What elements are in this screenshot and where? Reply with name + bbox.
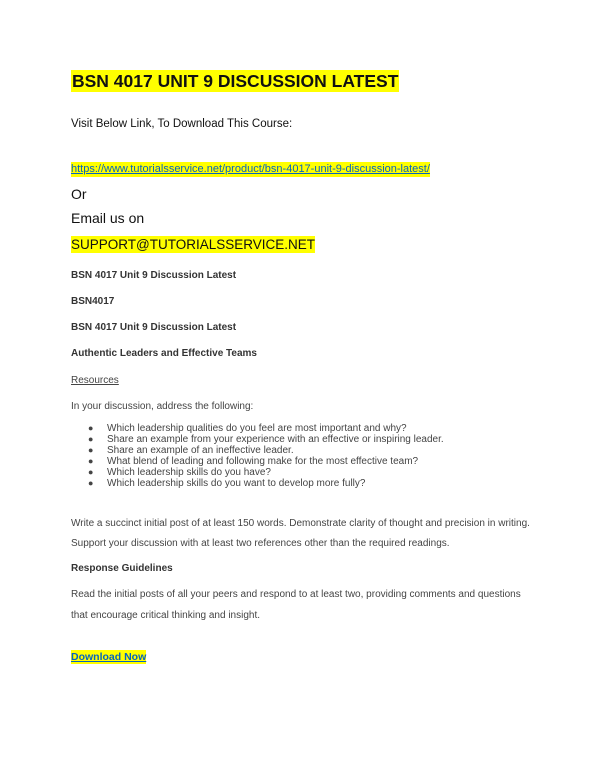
topic-heading: Authentic Leaders and Effective Teams [71,348,257,359]
visit-instruction: Visit Below Link, To Download This Course: [71,118,293,130]
discussion-bullet-list [88,423,444,489]
list-item-text: Share an example of an ineffective leader. [107,445,294,456]
discussion-intro: In your discussion, address the following: [71,401,254,412]
list-item [88,434,444,445]
list-item [88,478,444,489]
or-text: Or [71,186,87,202]
list-item [88,445,444,456]
support-email[interactable]: SUPPORT@TUTORIALSSERVICE.NET [71,237,316,252]
paragraph-2-line-1: Read the initial posts of all your peers and respond to at least two, providing comments and questions [71,589,521,600]
list-item [88,423,444,434]
resources-link[interactable]: Resources [71,375,119,386]
page-title: BSN 4017 UNIT 9 DISCUSSION LATEST [72,71,399,91]
email-us-text: Email us on [71,210,145,226]
bullet-icon: ● [88,478,94,488]
course-link[interactable]: https://www.tutorialsservice.net/product/bsn-4017-unit-9-discussion-latest/ [71,163,430,175]
list-item-text: Which leadership skills do you want to develop more fully? [107,478,366,489]
bullet-icon: ● [88,467,94,477]
list-item-text: Which leadership qualities do you feel are most important and why? [107,423,407,434]
list-item-text: What blend of leading and following make for the most effective team? [107,456,419,467]
list-item-text: Which leadership skills do you have? [107,467,271,478]
heading-2: BSN 4017 Unit 9 Discussion Latest [71,322,237,333]
response-guidelines-heading: Response Guidelines [71,563,173,574]
bullet-icon: ● [88,445,94,455]
paragraph-1-line-2: Support your discussion with at least two references other than the required readings. [71,538,450,549]
bullet-icon: ● [88,423,94,433]
list-item [88,456,444,467]
bullet-icon: ● [88,434,94,444]
heading-1: BSN 4017 Unit 9 Discussion Latest [71,270,237,281]
course-code: BSN4017 [71,296,115,307]
list-item-text: Share an example from your experience with an effective or inspiring leader. [107,434,444,445]
download-now-link[interactable]: Download Now [71,651,147,663]
paragraph-1-line-1: Write a succinct initial post of at least 150 words. Demonstrate clarity of thought and precision in writing. [71,518,530,529]
bullet-icon: ● [88,456,94,466]
list-item [88,467,444,478]
paragraph-2-line-2: that encourage critical thinking and insight. [71,610,261,621]
